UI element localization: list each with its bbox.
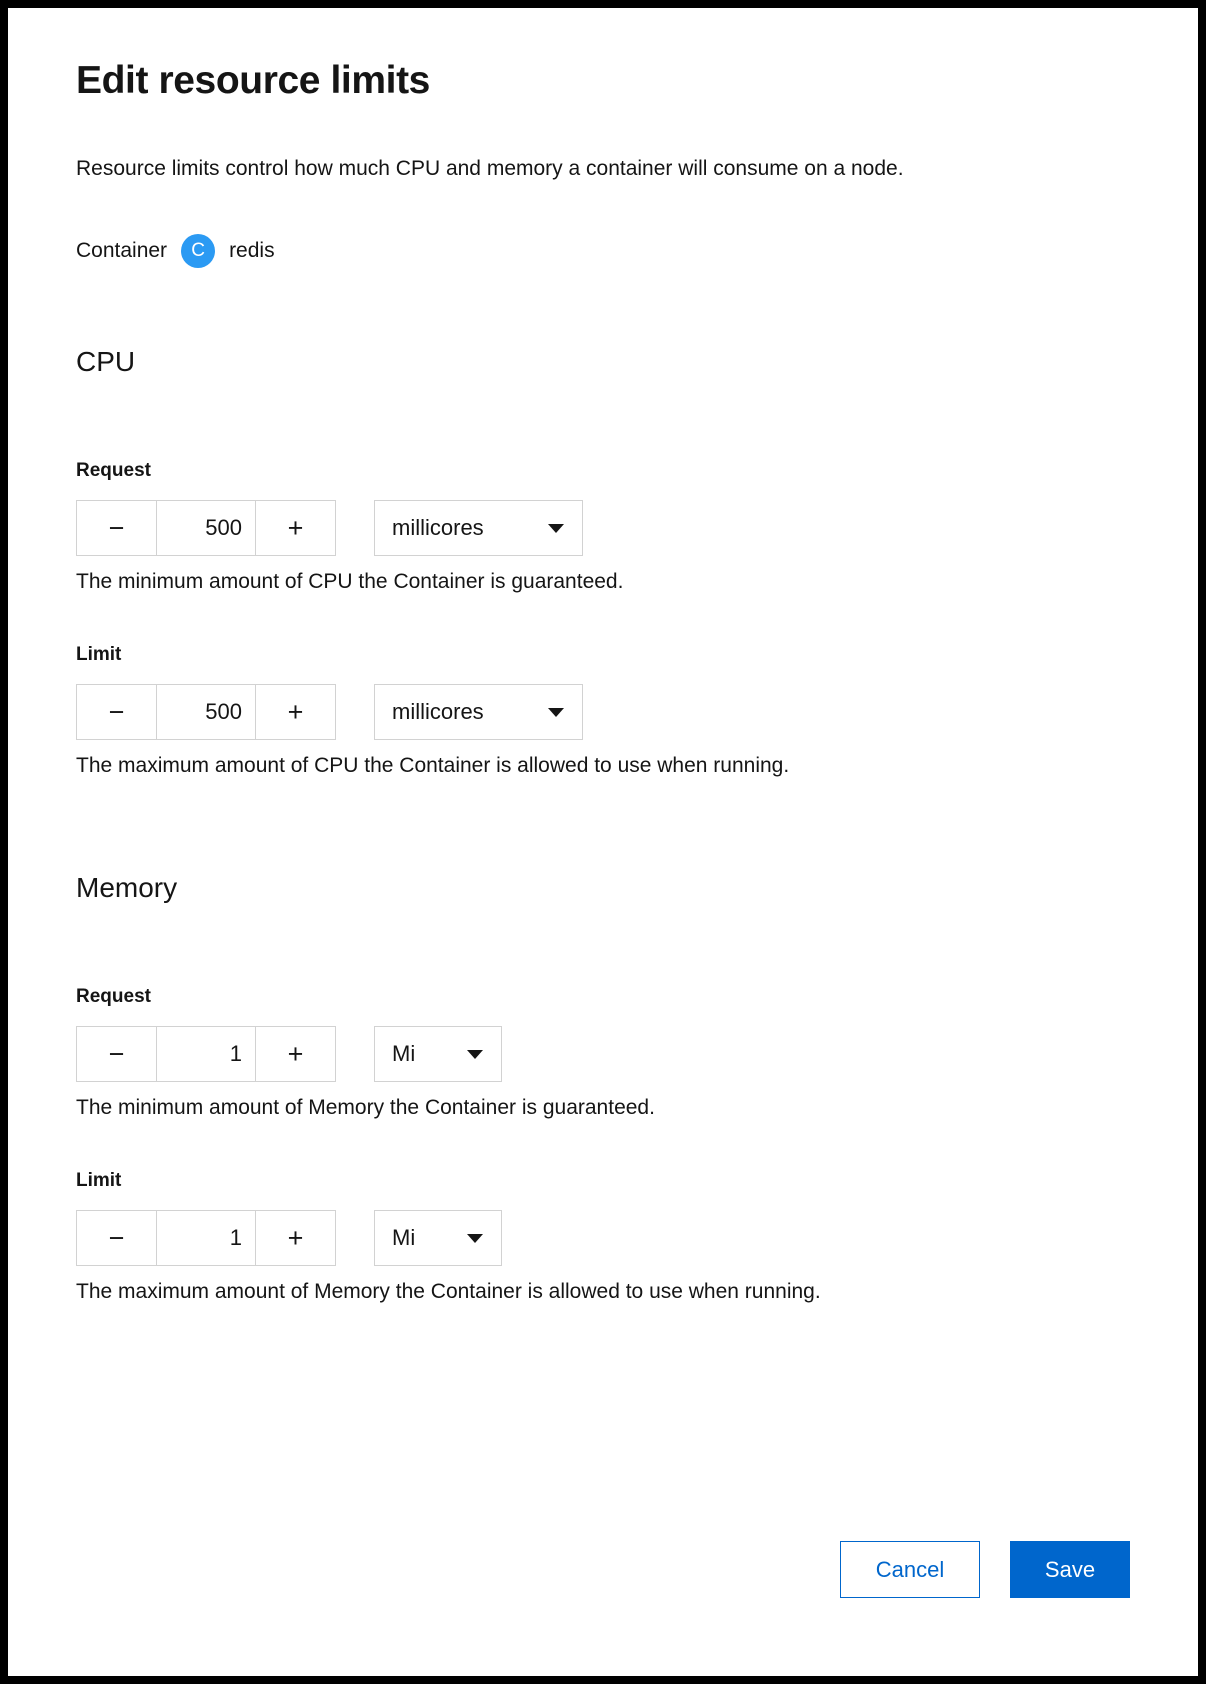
cpu-request-increment-button[interactable]: + <box>255 501 335 555</box>
dialog-footer <box>840 1541 1130 1598</box>
memory-limit-controls <box>76 1210 1130 1266</box>
memory-request-label: Request <box>76 986 151 1008</box>
memory-limit-label: Limit <box>76 1170 122 1192</box>
cpu-limit-increment-button[interactable]: + <box>255 685 335 739</box>
cpu-request-input[interactable]: 500 <box>157 501 255 555</box>
memory-limit-stepper[interactable] <box>76 1210 336 1266</box>
container-row <box>76 234 1130 268</box>
memory-limit-helper-text: The maximum amount of Memory the Container is allowed to use when running. <box>76 1280 821 1304</box>
memory-limit-increment-button[interactable]: + <box>255 1211 335 1265</box>
cpu-request-stepper[interactable] <box>76 500 336 556</box>
memory-request-helper-text: The minimum amount of Memory the Container is guaranteed. <box>76 1096 655 1120</box>
memory-request-increment-button[interactable]: + <box>255 1027 335 1081</box>
container-name: redis <box>229 239 275 263</box>
memory-request-decrement-button[interactable]: − <box>77 1027 157 1081</box>
cpu-limit-unit-select[interactable] <box>374 684 583 740</box>
cpu-limit-decrement-button[interactable]: − <box>77 685 157 739</box>
cpu-limit-label: Limit <box>76 644 122 666</box>
dialog-body <box>8 8 1198 1304</box>
cpu-request-unit-value: millicores <box>392 515 484 541</box>
chevron-down-icon <box>548 708 564 717</box>
cpu-limit-input[interactable]: 500 <box>157 685 255 739</box>
cpu-request-controls <box>76 500 1130 556</box>
cpu-limit-controls <box>76 684 1130 740</box>
chevron-down-icon <box>467 1050 483 1059</box>
section-heading-cpu: CPU <box>76 346 136 378</box>
cpu-limit-unit-value: millicores <box>392 699 484 725</box>
memory-limit-unit-select[interactable] <box>374 1210 502 1266</box>
chevron-down-icon <box>548 524 564 533</box>
dialog-description: Resource limits control how much CPU and memory a container will consume on a node. <box>76 156 904 180</box>
memory-limit-unit-value: Mi <box>392 1225 416 1251</box>
cpu-limit-stepper[interactable] <box>76 684 336 740</box>
container-badge-icon: C <box>181 234 215 268</box>
memory-limit-decrement-button[interactable]: − <box>77 1211 157 1265</box>
cpu-request-helper-text: The minimum amount of CPU the Container is guaranteed. <box>76 570 624 594</box>
memory-request-unit-value: Mi <box>392 1041 416 1067</box>
chevron-down-icon <box>467 1234 483 1243</box>
cpu-limit-helper-text: The maximum amount of CPU the Container is allowed to use when running. <box>76 754 790 778</box>
memory-request-input[interactable]: 1 <box>157 1027 255 1081</box>
section-heading-memory: Memory <box>76 872 178 904</box>
save-button[interactable]: Save <box>1010 1541 1130 1598</box>
page-title: Edit resource limits <box>76 59 430 102</box>
container-label: Container <box>76 239 168 263</box>
cpu-request-label: Request <box>76 460 151 482</box>
memory-request-controls <box>76 1026 1130 1082</box>
memory-limit-input[interactable]: 1 <box>157 1211 255 1265</box>
cpu-request-decrement-button[interactable]: − <box>77 501 157 555</box>
memory-request-unit-select[interactable] <box>374 1026 502 1082</box>
cancel-button[interactable]: Cancel <box>840 1541 980 1598</box>
memory-request-stepper[interactable] <box>76 1026 336 1082</box>
edit-resource-limits-dialog <box>8 8 1198 1676</box>
cpu-request-unit-select[interactable] <box>374 500 583 556</box>
